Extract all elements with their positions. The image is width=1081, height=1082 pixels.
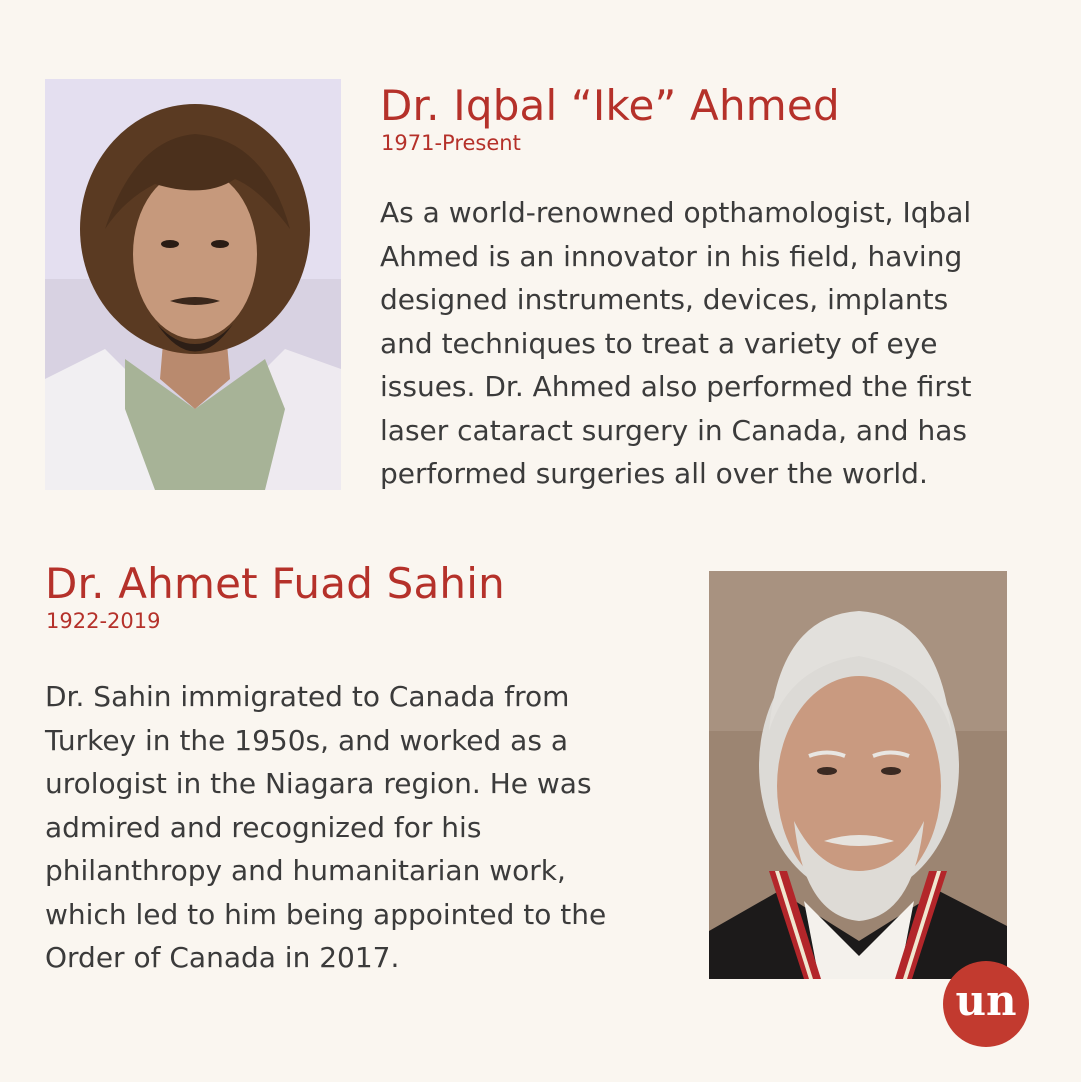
- doctor-name: Dr. Iqbal “Ike” Ahmed: [380, 81, 840, 130]
- bio-line: philanthropy and humanitarian work,: [45, 854, 566, 887]
- doctor-name: Dr. Ahmet Fuad Sahin: [45, 559, 505, 608]
- bio-line: Turkey in the 1950s, and worked as a: [45, 723, 568, 757]
- bio-line: Dr. Sahin immigrated to Canada from: [45, 680, 570, 713]
- bio-line: designed instruments, devices, implants: [380, 283, 949, 316]
- portrait-photo-iqbal-ahmed: [45, 79, 341, 490]
- bio-line: urologist in the Niagara region. He was: [45, 767, 592, 800]
- brand-logo-text: un: [955, 976, 1017, 1025]
- brand-logo: [943, 961, 1029, 1047]
- bio-line: admired and recognized for his: [45, 810, 482, 844]
- biography-text: [45, 675, 606, 980]
- bio-line: Ahmed is an innovator in his field, having: [380, 239, 963, 273]
- bio-line: Order of Canada in 2017.: [45, 941, 400, 974]
- biography-text: [380, 191, 972, 496]
- bio-line: As a world-renowned opthamologist, Iqbal: [380, 196, 972, 229]
- bio-line: and techniques to treat a variety of eye: [380, 326, 938, 360]
- portrait-photo-ahmet-sahin: [709, 571, 1007, 979]
- bio-line: laser cataract surgery in Canada, and has: [380, 413, 967, 447]
- bio-line: performed surgeries all over the world.: [380, 457, 928, 490]
- life-years: 1971-Present: [381, 131, 521, 155]
- life-years: 1922-2019: [46, 609, 161, 633]
- bio-line: issues. Dr. Ahmed also performed the first: [380, 370, 972, 403]
- bio-line: which led to him being appointed to the: [45, 897, 607, 931]
